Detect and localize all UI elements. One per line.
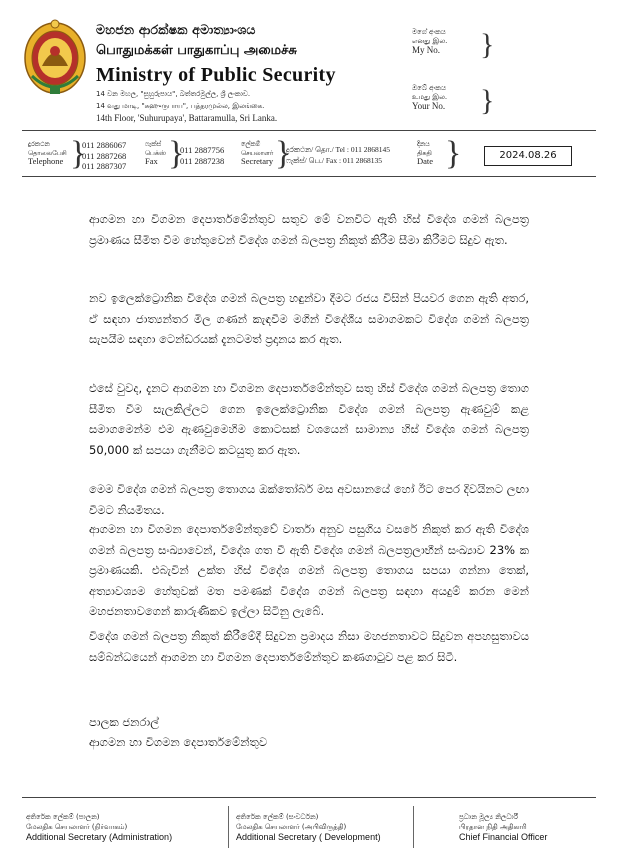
fax-label-ta: பெக்ஸ் [145, 148, 167, 157]
footer-admin-si: අතිරේක ලේකම් (පාලන) [26, 813, 100, 821]
your-number-field [412, 84, 495, 117]
ministry-name-sinhala: මහජන ආරක්ෂක අමාත්‍යාංශය [96, 22, 256, 37]
your-number-label-ta: உமது இல. [412, 93, 448, 101]
my-number-field [412, 28, 495, 61]
your-number-label-si: ඔබේ අංකය [412, 84, 446, 92]
telephone-number: 011 2886067 [82, 140, 127, 150]
fax-number: 011 2887238 [180, 155, 225, 166]
address-sinhala: 14 වන මහල, "සුහුරුපාය", බත්තරමුල්ල, ශ්‍රී ලංකාව. [96, 90, 251, 98]
telephone-label-en: Telephone [28, 156, 64, 166]
brace-icon: } [445, 135, 462, 172]
fax-number: 011 2887756 [180, 145, 225, 155]
secretary-label-si: ලේකම් [241, 140, 261, 148]
paragraph-1: ආගමන හා විගමන දෙපාර්තමේන්තුව සතුව මේ වනවිට ඇති හිස් විදේශ ගමන් බලපත්‍ර ප්‍රමාණය සීමිත වීම හේතුවෙන් විදේශ ගමන් බලපත්‍ර නිකුත් කිරීම සීමා කිරීමට සිදුව ඇත. [89, 212, 529, 247]
footer-admin-ta: மேலதிக செயலாளர் (நிர்வாகம்) [26, 823, 128, 831]
footer-dev-si: අතිරේක ලේකම් (සංවර්ධන) [236, 813, 319, 821]
secretary-fax: ෆැක්ස්/ பெ./ Fax : 011 2868135 [286, 155, 383, 165]
brace-icon: } [480, 28, 495, 61]
footer-cfo-si: ප්‍රධාන මූල්‍ය නිලධාරී [459, 813, 518, 821]
fax-label [145, 140, 166, 166]
fax-numbers [180, 145, 224, 166]
your-number-label-en: Your No. [412, 101, 446, 111]
ministry-name-english: Ministry of Public Security [96, 64, 336, 86]
footer-dev-ta: மேலதிக செயலாளர் (அபிவிருத்தி) [236, 823, 347, 831]
contact-divider [22, 176, 596, 177]
paragraph-3: එසේ වුවද, දැනට ආගමන හා විගමන දෙපාර්තමේන්තුව සතු හිස් විදේශ ගමන් බලපත්‍ර තොග සීමිත වීම සැලකිල්ලට ගෙන ඉලෙක්ට්‍රොනික විදේශ ගමන් බලපත්‍ර ඇණවුම් කළ සමාගමෙන්ම එම ඇණවුමෙහිම කොටසක් වශයෙන් සාමාන්‍ය හිස් විදේශ ගමන් බලපත්‍ර 50,000 ක් සපයා ගැනීමට කටයුතු කර ඇත. [89, 381, 529, 457]
fax-label-si: ෆැක්ස් [145, 140, 162, 148]
paragraph-6: විදේශ ගමන් බලපත්‍ර නිකුත් කිරීමේදී සිදුවන ප්‍රමාදය නිසා මහජනතාවට සිදුවන අපහසුතාවය සම්බන්ධයෙන් ආගමන හා විගමන දෙපාර්තමේන්තුව කණගාටුව පළ කර සිටී. [89, 629, 529, 664]
footer-separator [228, 806, 229, 848]
paragraph-2: නව ඉලෙක්ට්‍රොනික විදේශ ගමන් බලපත්‍ර හඳුන්වා දීමට රජය විසින් පියවර ගෙන ඇති අතර, ඒ සඳහා ජාත්‍යන්තර මිල ගණන් කැඳවීම මගින් විදේශීය සමාගමකට විදේශ ගමන් බලපත්‍ර සැපයීම සඳහා ටෙන්ඩරයක් දැනටමත් ප්‍රදානය කර ඇත. [89, 291, 529, 346]
secretary-label [241, 140, 273, 166]
header-divider [22, 130, 596, 131]
telephone-label-si: දුරකථන [28, 140, 50, 148]
footer-cfo-ta: பிரதான நிதி அதிகாரி [459, 823, 527, 831]
footer-divider [22, 797, 596, 798]
address-tamil: 14 வது மாடி, "சுஹுருபாய", பத்தரமுல்ல, இலங்கை. [96, 102, 265, 110]
fax-label-en: Fax [145, 156, 158, 166]
signature-department: ආගමන හා විගමන දෙපාර්තමේන්තුව [89, 735, 268, 749]
brace-icon: } [168, 135, 185, 172]
telephone-label [28, 140, 67, 166]
ministry-name-tamil: பொதுமக்கள் பாதுகாப்பு அமைச்சு [96, 43, 297, 58]
footer-cfo-en: Chief Financial Officer [459, 832, 548, 842]
brace-icon: } [70, 135, 87, 172]
secretary-label-en: Secretary [241, 156, 274, 166]
date-label-ta: திகதி [417, 148, 432, 157]
brace-icon: } [275, 135, 292, 172]
brace-icon: } [480, 84, 495, 117]
my-number-label-ta: எனது இல. [412, 37, 448, 45]
telephone-number: 011 2887307 [82, 161, 127, 171]
paragraph-4: මෙම විදේශ ගමන් බලපත්‍ර තොගය ඔක්තෝබර් මස අවසානයේ හෝ ඊට පෙර දිවයිනට ලඟා වීමට නියමිතය. [89, 482, 529, 517]
secretary-telephone: දුරකථන/ தொ./ Tel : 011 2868145 [286, 145, 390, 154]
footer-additional-secretary-admin [26, 812, 172, 842]
date-label-en: Date [417, 156, 434, 166]
telephone-numbers [82, 140, 126, 172]
footer-dev-en: Additional Secretary ( Development) [236, 832, 381, 842]
footer-chief-financial-officer [459, 812, 547, 842]
footer-separator [413, 806, 414, 848]
secretary-label-ta: செயலாளர் [241, 148, 274, 157]
date-label [417, 140, 433, 166]
sri-lanka-emblem-icon [22, 18, 88, 96]
paragraph-5: ආගමන හා විගමන දෙපාර්තමේන්තුවේ වාර්තා අනුව පසුගිය වසරේ නිකුත් කර ඇති විදේශ ගමන් බලපත්‍ර සංඛ්‍යාවෙන්, විදේශ ගත වී ඇති විදේශ ගමන් බලපත්‍රලාභීන් සංඛ්‍යාව 23% ක ප්‍රමාණයකි. එබැවින් උක්ත හිස් විදේශ ගමන් බලපත්‍ර තොගය සපයා ගන්නා තෙක්, අත්‍යාවශ්‍යම හේතුවක් මත පමණක් විදේශ ගමන් බලපත්‍ර සඳහා අයදුම් කරන මෙන් මහජනතාවගෙන් කාරුණිකව ඉල්ලා සිටිනු ලැබේ. [89, 522, 529, 618]
my-number-label-si: මගේ අංකය [412, 28, 446, 36]
footer-additional-secretary-dev [236, 812, 381, 842]
my-number-label-en: My No. [412, 45, 441, 55]
telephone-label-ta: தொலைபேசி [28, 148, 67, 157]
footer-admin-en: Additional Secretary (Administration) [26, 832, 173, 842]
date-label-si: දිනය [417, 140, 430, 148]
address-english: 14th Floor, 'Suhurupaya', Battaramulla, Sri Lanka. [96, 113, 278, 123]
secretary-contacts [286, 145, 390, 166]
date-value: 2024.08.26 [484, 146, 572, 166]
signature-title: පාලක ජනරාල් [89, 715, 159, 729]
telephone-number: 011 2887268 [82, 150, 127, 161]
